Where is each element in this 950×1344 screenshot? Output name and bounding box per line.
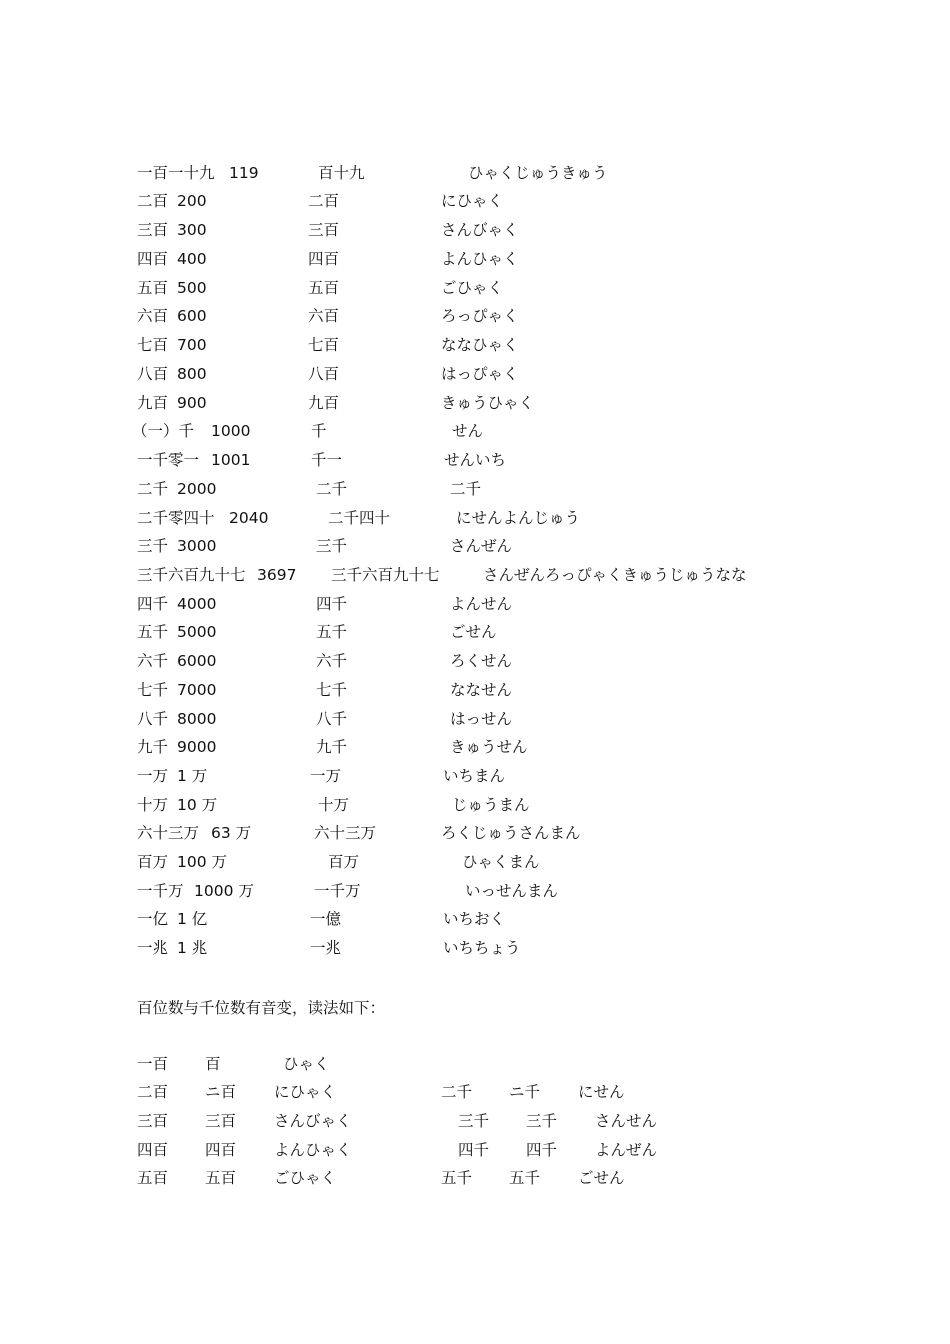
japanese-numeral: 十万 (318, 796, 350, 814)
arabic-number: 2040 (229, 509, 269, 527)
thousands-chinese: 五千 (441, 1169, 473, 1187)
arabic-number: 3697 (257, 566, 297, 584)
arabic-number: 9000 (177, 738, 217, 756)
kana-reading: よんひゃく (441, 250, 519, 268)
hundreds-chinese: 五百 (137, 1169, 169, 1187)
chinese-numeral: 八千 (137, 710, 169, 728)
thousands-japanese: 五千 (509, 1169, 541, 1187)
table-row (0, 1107, 950, 1135)
arabic-number: 7000 (177, 681, 217, 699)
hundreds-kana: さんびゃく (274, 1112, 352, 1130)
hundreds-kana: にひゃく (274, 1083, 337, 1101)
chinese-numeral: 三千六百九十七 (137, 566, 246, 584)
arabic-number: 2000 (177, 480, 217, 498)
arabic-number: 1000 (211, 422, 251, 440)
table-row (0, 1078, 950, 1106)
table-row (0, 187, 950, 215)
japanese-numeral: 九百 (308, 394, 340, 412)
arabic-number: 10 万 (177, 796, 218, 814)
kana-reading: さんぜん (450, 537, 513, 555)
arabic-number: 500 (177, 279, 207, 297)
kana-reading: ななせん (450, 681, 513, 699)
japanese-numeral: 七百 (308, 336, 340, 354)
thousands-japanese: 四千 (526, 1141, 558, 1159)
arabic-number: 63 万 (211, 824, 252, 842)
kana-reading: さんびゃく (441, 221, 519, 239)
arabic-number: 200 (177, 192, 207, 210)
kana-reading: ろくせん (450, 652, 513, 670)
japanese-numeral: 三千 (316, 537, 348, 555)
kana-reading: ひゃくまん (462, 853, 540, 871)
table-row (0, 905, 950, 933)
table-row (0, 475, 950, 503)
japanese-numeral: 三千六百九十七 (331, 566, 440, 584)
japanese-numeral: 六百 (308, 307, 340, 325)
hundreds-chinese: 二百 (137, 1083, 169, 1101)
arabic-number: 1 万 (177, 767, 208, 785)
table-row (0, 791, 950, 819)
table-row (0, 216, 950, 244)
chinese-numeral: 三百 (137, 221, 169, 239)
chinese-numeral: （一）千 (132, 422, 195, 440)
arabic-number: 3000 (177, 537, 217, 555)
arabic-number: 800 (177, 365, 207, 383)
chinese-numeral: 百万 (137, 853, 169, 871)
arabic-number: 100 万 (177, 853, 228, 871)
table-row (0, 417, 950, 445)
chinese-numeral: 七千 (137, 681, 169, 699)
hundreds-kana: よんひゃく (274, 1141, 352, 1159)
chinese-numeral: 八百 (137, 365, 169, 383)
arabic-number: 5000 (177, 623, 217, 641)
japanese-numeral: 千一 (311, 451, 343, 469)
japanese-numeral: 二千四十 (328, 509, 391, 527)
table-row (0, 733, 950, 761)
hundreds-chinese: 一百 (137, 1055, 169, 1073)
table-row (0, 762, 950, 790)
table-row (0, 302, 950, 330)
hundreds-chinese: 三百 (137, 1112, 169, 1130)
japanese-numeral: 一億 (310, 910, 342, 928)
japanese-numeral: 五千 (316, 623, 348, 641)
hundreds-japanese: 三百 (205, 1112, 237, 1130)
kana-reading: 二千 (450, 480, 482, 498)
chinese-numeral: 十万 (137, 796, 169, 814)
hundreds-japanese: 百 (205, 1055, 221, 1073)
chinese-numeral: 六十三万 (137, 824, 200, 842)
kana-reading: はっせん (450, 710, 513, 728)
table-row (0, 705, 950, 733)
thousands-kana: よんぜん (595, 1141, 658, 1159)
arabic-number: 1 亿 (177, 910, 208, 928)
japanese-numeral: 四百 (308, 250, 340, 268)
chinese-numeral: 九百 (137, 394, 169, 412)
table-row (0, 647, 950, 675)
table-row (0, 504, 950, 532)
arabic-number: 1000 万 (194, 882, 254, 900)
table-row (0, 618, 950, 646)
arabic-number: 1 兆 (177, 939, 208, 957)
thousands-kana: にせん (578, 1083, 625, 1101)
thousands-chinese: 三千 (458, 1112, 490, 1130)
thousands-japanese: ニ千 (509, 1083, 541, 1101)
chinese-numeral: 一兆 (137, 939, 169, 957)
japanese-numeral: 六千 (316, 652, 348, 670)
japanese-numeral: 二千 (316, 480, 348, 498)
table-row (0, 1136, 950, 1164)
kana-reading: きゅうせん (450, 738, 528, 756)
chinese-numeral: 一千万 (137, 882, 184, 900)
hundreds-japanese: 四百 (205, 1141, 237, 1159)
japanese-numeral: 一千万 (314, 882, 361, 900)
japanese-numeral: 一万 (310, 767, 342, 785)
chinese-numeral: 七百 (137, 336, 169, 354)
thousands-chinese: 四千 (458, 1141, 490, 1159)
chinese-numeral: 五千 (137, 623, 169, 641)
table-row (0, 389, 950, 417)
kana-reading: よんせん (450, 595, 513, 613)
kana-reading: ろっぴゃく (441, 307, 519, 325)
table-row (0, 446, 950, 474)
arabic-number: 119 (229, 164, 259, 182)
arabic-number: 900 (177, 394, 207, 412)
japanese-numeral: 四千 (316, 595, 348, 613)
thousands-kana: さんせん (595, 1112, 658, 1130)
japanese-numeral: 九千 (316, 738, 348, 756)
table-row (0, 159, 950, 187)
arabic-number: 8000 (177, 710, 217, 728)
kana-reading: じゅうまん (452, 796, 530, 814)
table-row (0, 561, 950, 589)
table-row (0, 274, 950, 302)
japanese-numeral: 千 (311, 422, 327, 440)
japanese-numeral: 五百 (308, 279, 340, 297)
table-row (0, 934, 950, 962)
chinese-numeral: 四千 (137, 595, 169, 613)
table-row (0, 245, 950, 273)
kana-reading: いちおく (443, 910, 506, 928)
kana-reading: ななひゃく (441, 336, 519, 354)
chinese-numeral: 一千零一 (137, 451, 200, 469)
arabic-number: 400 (177, 250, 207, 268)
table-row (0, 331, 950, 359)
table-row (0, 819, 950, 847)
arabic-number: 700 (177, 336, 207, 354)
chinese-numeral: 一万 (137, 767, 169, 785)
table-row (0, 590, 950, 618)
hundreds-kana: ごひゃく (274, 1169, 337, 1187)
japanese-numeral: 八千 (316, 710, 348, 728)
chinese-numeral: 二千 (137, 480, 169, 498)
arabic-number: 6000 (177, 652, 217, 670)
kana-reading: はっぴゃく (441, 365, 519, 383)
kana-reading: にせんよんじゅう (456, 509, 581, 527)
chinese-numeral: 二千零四十 (137, 509, 215, 527)
table-row (0, 1050, 950, 1078)
kana-reading: せんいち (444, 451, 507, 469)
chinese-numeral: 五百 (137, 279, 169, 297)
hundreds-kana: ひゃく (283, 1055, 330, 1073)
chinese-numeral: 九千 (137, 738, 169, 756)
japanese-numeral: 八百 (308, 365, 340, 383)
kana-reading: いちまん (443, 767, 506, 785)
japanese-numeral: 百十九 (318, 164, 365, 182)
kana-reading: ごひゃく (441, 279, 504, 297)
table-row (0, 676, 950, 704)
arabic-number: 300 (177, 221, 207, 239)
chinese-numeral: 四百 (137, 250, 169, 268)
japanese-numeral: 二百 (308, 192, 340, 210)
kana-reading: きゅうひゃく (441, 394, 535, 412)
kana-reading: ろくじゅうさんまん (441, 824, 581, 842)
japanese-numeral: 一兆 (310, 939, 342, 957)
table-row (0, 1164, 950, 1192)
thousands-chinese: 二千 (441, 1083, 473, 1101)
table-row (0, 848, 950, 876)
thousands-japanese: 三千 (526, 1112, 558, 1130)
hundreds-japanese: ニ百 (205, 1083, 237, 1101)
chinese-numeral: 二百 (137, 192, 169, 210)
table-row (0, 877, 950, 905)
kana-reading: ごせん (450, 623, 497, 641)
thousands-kana: ごせん (578, 1169, 625, 1187)
kana-reading: さんぜんろっぴゃくきゅうじゅうなな (483, 566, 747, 584)
hundreds-chinese: 四百 (137, 1141, 169, 1159)
japanese-numeral: 百万 (328, 853, 360, 871)
arabic-number: 600 (177, 307, 207, 325)
japanese-numeral: 六十三万 (314, 824, 377, 842)
chinese-numeral: 一亿 (137, 910, 169, 928)
arabic-number: 1001 (211, 451, 251, 469)
chinese-numeral: 一百一十九 (137, 164, 215, 182)
arabic-number: 4000 (177, 595, 217, 613)
kana-reading: にひゃく (441, 192, 504, 210)
kana-reading: いちちょう (443, 939, 521, 957)
hundreds-japanese: 五百 (205, 1169, 237, 1187)
chinese-numeral: 三千 (137, 537, 169, 555)
table-row (0, 532, 950, 560)
table-row (0, 360, 950, 388)
kana-reading: せん (452, 422, 484, 440)
sound-change-note: 百位数与千位数有音变，读法如下： (137, 999, 386, 1017)
japanese-numeral: 三百 (308, 221, 340, 239)
kana-reading: いっせんまん (465, 882, 559, 900)
japanese-numeral: 七千 (316, 681, 348, 699)
kana-reading: ひゃくじゅうきゅう (468, 164, 608, 182)
chinese-numeral: 六百 (137, 307, 169, 325)
chinese-numeral: 六千 (137, 652, 169, 670)
